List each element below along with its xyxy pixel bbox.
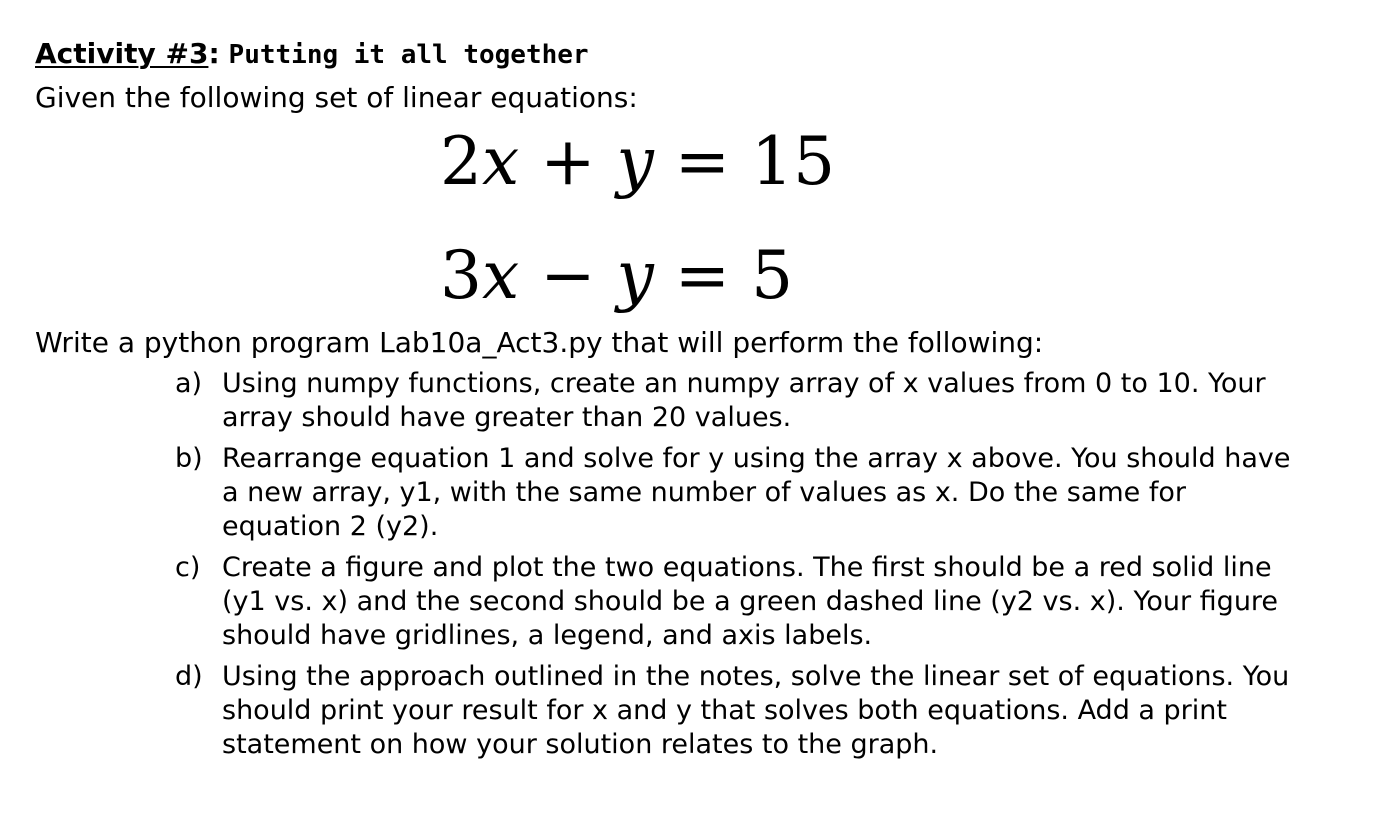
eq1-equals: = (674, 123, 731, 200)
eq1-coefficient: 2 (440, 123, 482, 200)
task-item-b (175, 442, 1305, 544)
task-marker: b) (175, 443, 203, 474)
eq2-equals: = (674, 237, 731, 314)
eq2-coefficient: 3 (440, 237, 482, 314)
task-item-c (175, 551, 1305, 653)
task-item-a (175, 367, 1305, 435)
equation-2 (440, 236, 793, 316)
task-text: Rearrange equation 1 and solve for y using the array x above. You should have a new array, y1, with the same number of values as x. Do the same for equation 2 (y2). (222, 443, 1291, 542)
task-marker: c) (175, 552, 201, 583)
eq2-var-y: y (616, 237, 654, 314)
task-item-d (175, 660, 1305, 762)
task-list (175, 367, 1305, 769)
eq1-rhs: 15 (751, 123, 836, 200)
eq2-operator: − (540, 237, 596, 314)
heading-separator: : (208, 37, 220, 70)
task-text: Create a figure and plot the two equations. The first should be a red solid line (y1 vs. x) and the second should be a green dashed line (y2 vs. x). Your figure should have gridlines, a legend, and axis labels. (222, 552, 1279, 651)
task-marker: a) (175, 368, 203, 399)
eq1-operator: + (540, 123, 596, 200)
eq1-var-y: y (616, 123, 654, 200)
activity-subtitle: Putting it all together (228, 40, 589, 70)
eq1-var-x: x (482, 123, 520, 200)
intro-text: Given the following set of linear equations: (35, 81, 638, 114)
task-text: Using the approach outlined in the notes, solve the linear set of equations. You should print your result for x and y that solves both equations. Add a print statement on how your solution relates to the graph. (222, 661, 1290, 760)
equation-1 (440, 122, 835, 202)
instruction-text: Write a python program Lab10a_Act3.py that will perform the following: (35, 326, 1044, 359)
activity-label: Activity #3 (35, 37, 209, 70)
task-marker: d) (175, 661, 203, 692)
task-text: Using numpy functions, create an numpy array of x values from 0 to 10. Your array should have greater than 20 values. (222, 368, 1266, 433)
activity-heading (35, 36, 589, 73)
eq2-var-x: x (482, 237, 520, 314)
eq2-rhs: 5 (751, 237, 794, 314)
